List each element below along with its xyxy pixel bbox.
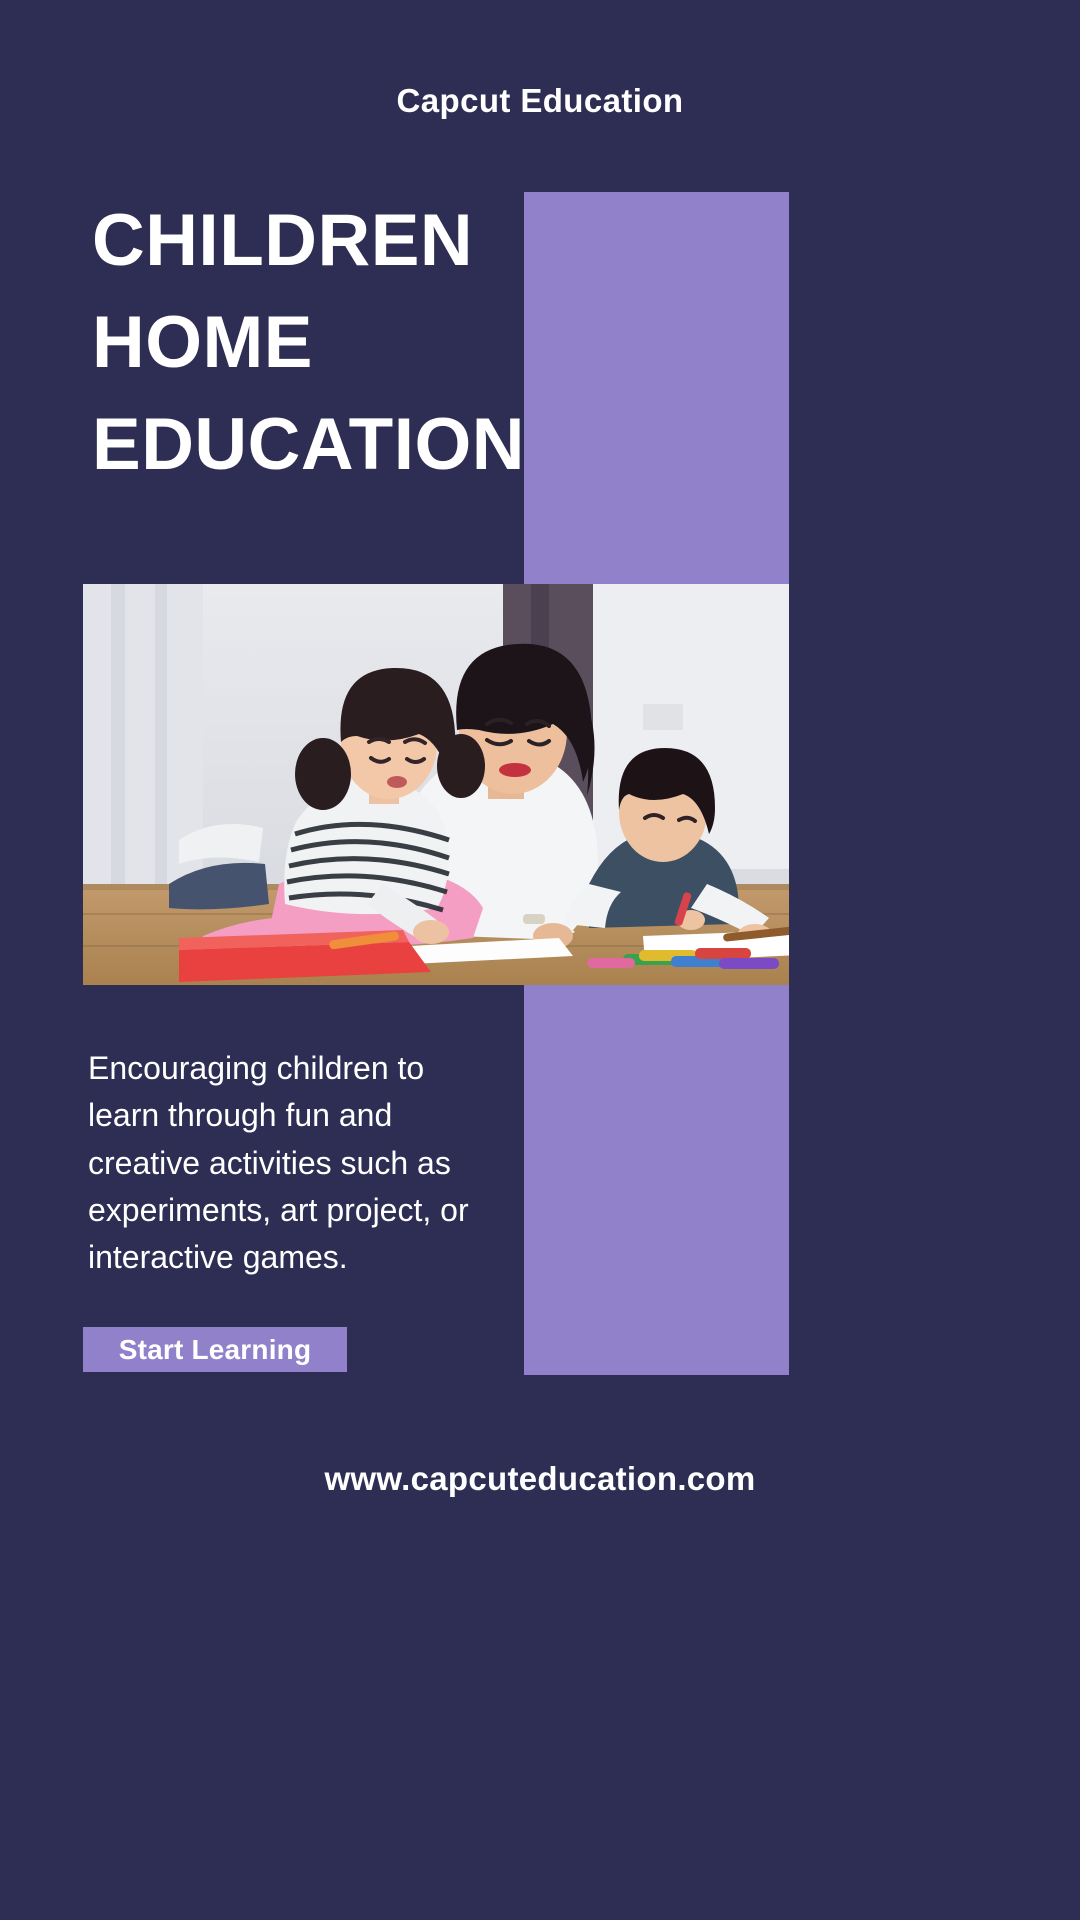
website-url: www.capcuteducation.com — [324, 1460, 756, 1497]
accent-block-bottom — [524, 985, 789, 1375]
hero-photo-illustration — [83, 584, 789, 985]
body-paragraph: Encouraging children to learn through fun and creative activities such as experiments, art project, or interactive games. — [88, 1050, 469, 1276]
brand-title: Capcut Education — [396, 82, 684, 119]
headline-line-2: HOME — [92, 302, 313, 384]
headline-line-1: CHILDREN — [92, 200, 474, 281]
hero-photo — [83, 584, 789, 985]
headline-line-3: EDUCATION — [92, 404, 526, 486]
start-learning-button[interactable]: Start Learning — [83, 1327, 347, 1372]
page-title — [92, 190, 612, 497]
